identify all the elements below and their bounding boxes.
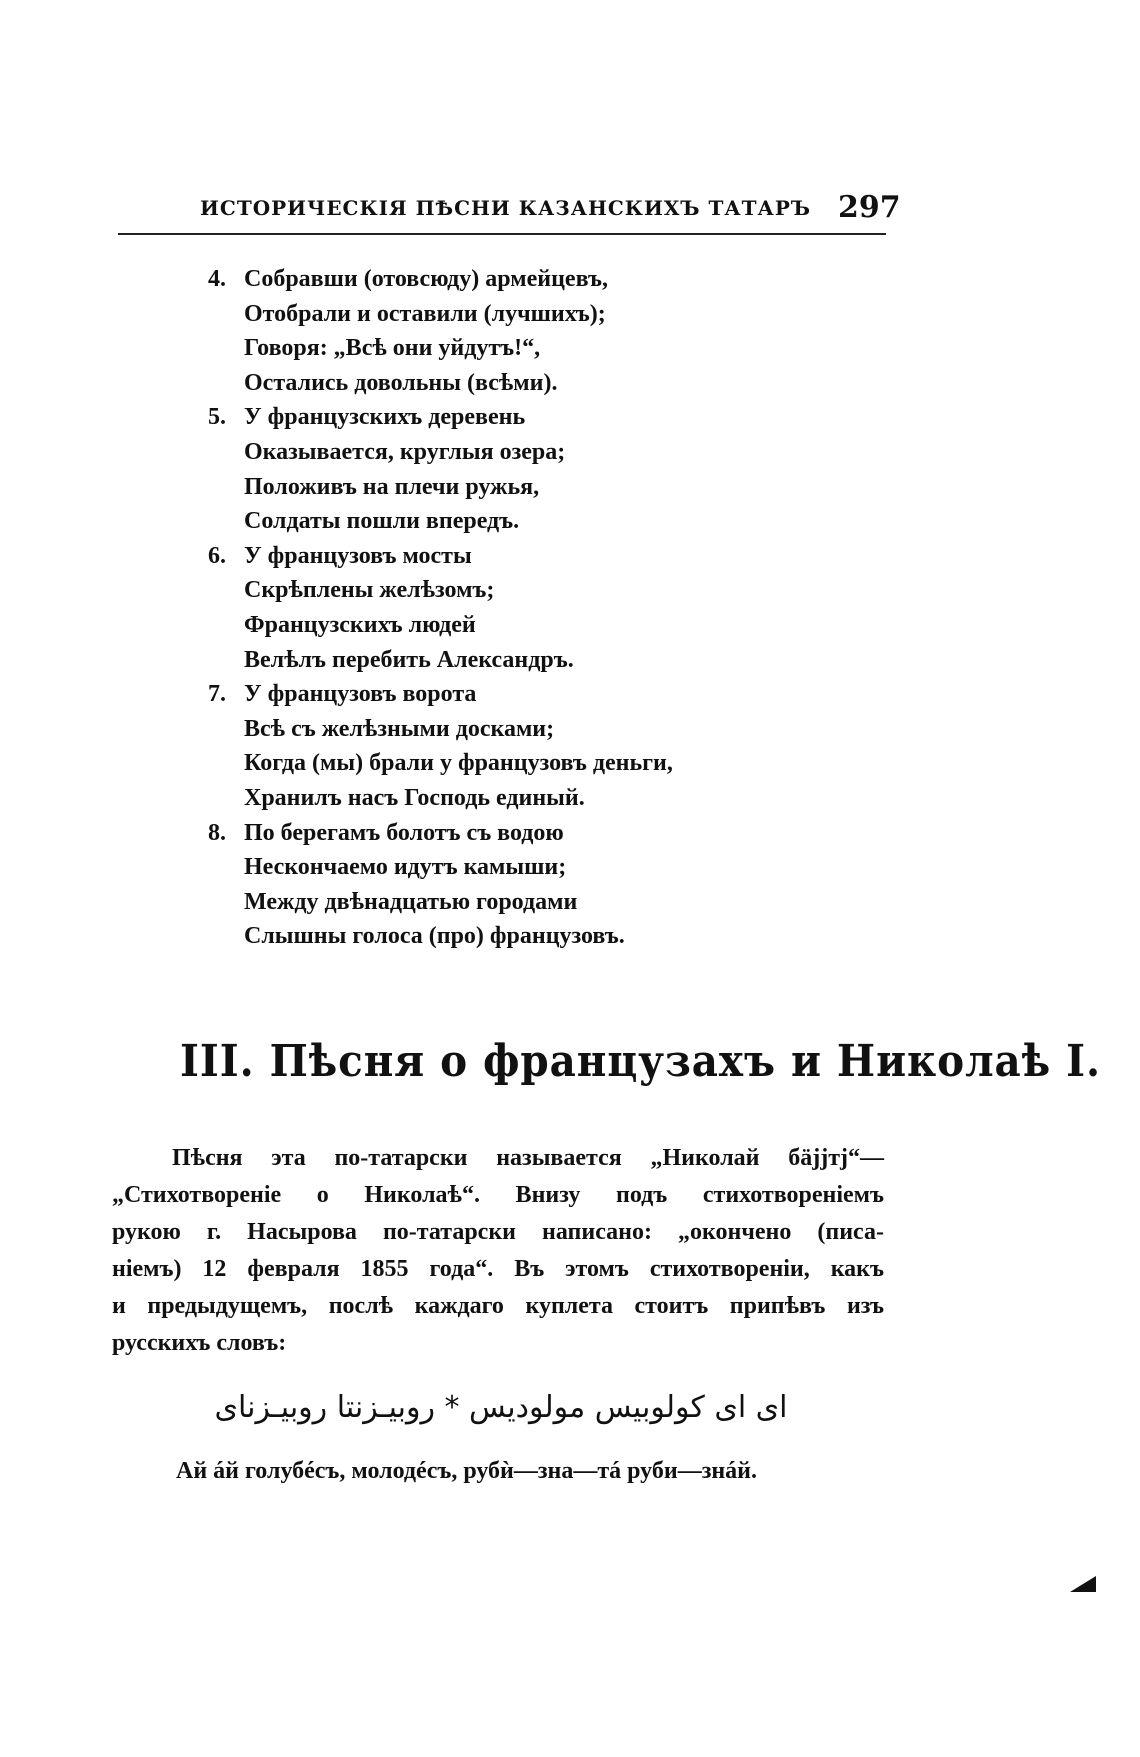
arabic-refrain: اى اى كولوبيس مولوديس * روبيـزنتا روبيـزناى — [214, 1390, 788, 1425]
verse-number: 5. — [208, 404, 226, 431]
verse-line — [208, 262, 888, 297]
verse-text: Положивъ на плечи ружья, — [244, 473, 540, 500]
verse-text: Когда (мы) брали у французовъ деньги, — [244, 750, 673, 777]
verse-line — [208, 643, 888, 678]
verse-line — [208, 919, 888, 954]
verse-text: Всѣ съ желѣзными досками; — [244, 715, 555, 742]
verse-text: У французовъ мосты — [244, 542, 472, 569]
refrain-transliteration: Ай áй голубéсъ, молодéсъ, рубѝ—зна—тá руби—знáй. — [176, 1458, 757, 1484]
verse-text: Остались довольны (всѣми). — [244, 369, 558, 396]
verse-line — [208, 504, 888, 539]
paragraph-line: Пѣсня эта по-татарски называется „Николай бäjjтj“— — [172, 1145, 884, 1171]
verse-text: У французовъ ворота — [244, 681, 477, 708]
verse-text: Нескончаемо идутъ камыши; — [244, 854, 567, 881]
verse-text: Солдаты пошли впередъ. — [244, 508, 520, 535]
paragraph-line: рукою г. Насырова по-татарски написано: „окончено (писа- — [112, 1219, 884, 1245]
verse-text: Оказывается, круглыя озера; — [244, 438, 566, 465]
header-rule — [118, 233, 886, 235]
verse-line — [208, 435, 888, 470]
paragraph-line: „Стихотвореніе о Николаѣ“. Внизу подъ стихотвореніемъ — [112, 1182, 884, 1208]
verse-line — [208, 712, 888, 747]
verse-line — [208, 539, 888, 574]
verse-line — [208, 677, 888, 712]
verse-line — [208, 400, 888, 435]
verse-number: 7. — [208, 681, 226, 708]
verse-text: У французскихъ деревень — [244, 404, 526, 431]
verse-line — [208, 746, 888, 781]
verse-text: Между двѣнадцатью городами — [244, 888, 578, 915]
verse-text: Французскихъ людей — [244, 611, 476, 638]
verse-line — [208, 608, 888, 643]
verse-line — [208, 297, 888, 332]
verse-line — [208, 331, 888, 366]
section-heading: III. Пѣсня о французахъ и Николаѣ I. — [180, 1036, 1101, 1087]
verse-text: Отобрали и оставили (лучшихъ); — [244, 300, 606, 327]
verse-text: Велѣлъ перебить Александръ. — [244, 646, 574, 673]
verse-text: Говоря: „Всѣ они уйдутъ!“, — [244, 335, 541, 362]
verse-line — [208, 885, 888, 920]
verse-number: 6. — [208, 542, 226, 569]
running-title: ИСТОРИЧЕСКІЯ ПѢСНИ КАЗАНСКИХЪ ТАТАРЪ — [200, 196, 812, 220]
verse-text: Слышны голоса (про) французовъ. — [244, 923, 625, 950]
page-corner-mark-icon — [1068, 1572, 1098, 1594]
verse-line — [208, 816, 888, 851]
paragraph-line: и предыдущемъ, послѣ каждаго куплета стоитъ припѣвъ изъ — [112, 1293, 884, 1319]
verse-line — [208, 850, 888, 885]
verse-line — [208, 781, 888, 816]
verse-number: 8. — [208, 819, 226, 846]
verse-line — [208, 573, 888, 608]
verse-text: По берегамъ болотъ съ водою — [244, 819, 564, 846]
verse-text: Хранилъ насъ Господь единый. — [244, 784, 585, 811]
verse-line — [208, 366, 888, 401]
verse-line — [208, 470, 888, 505]
paragraph-line: русскихъ словъ: — [112, 1330, 287, 1356]
paragraph-line: ніемъ) 12 февраля 1855 года“. Въ этомъ стихотвореніи, какъ — [112, 1256, 884, 1282]
verse-text: Собравши (отовсюду) армейцевъ, — [244, 266, 608, 292]
verse-number: 4. — [208, 266, 226, 292]
verse-block — [208, 262, 888, 954]
page-number: 297 — [838, 190, 901, 225]
verse-text: Скрѣплены желѣзомъ; — [244, 577, 495, 604]
body-paragraph — [112, 1140, 884, 1362]
